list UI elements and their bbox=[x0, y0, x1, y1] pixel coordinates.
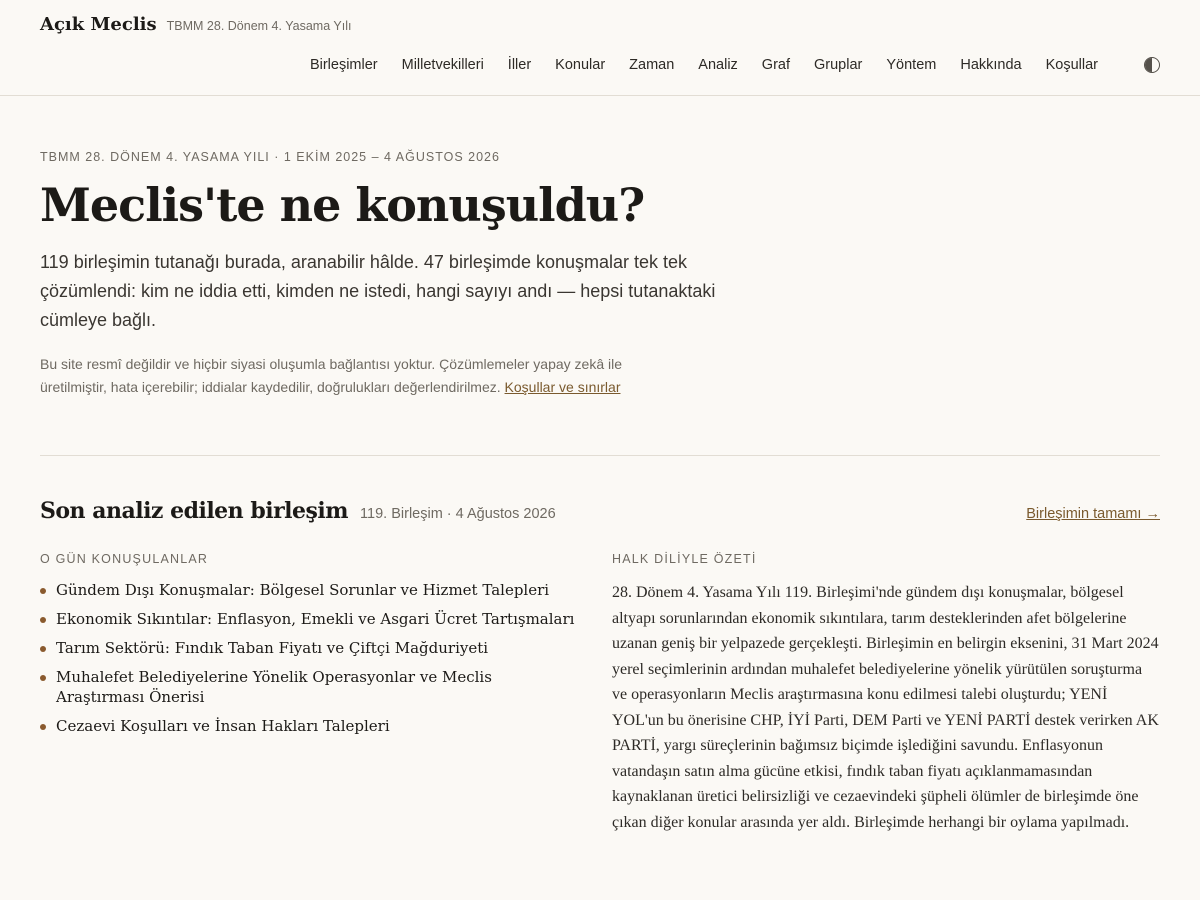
contrast-icon[interactable] bbox=[1144, 57, 1160, 73]
section-divider bbox=[40, 455, 1160, 456]
hero-lede: 119 birleşimin tutanağı burada, aranabilir hâlde. 47 birleşimde konuşmalar tek tek çözümlendi: kim ne iddia etti, kimden ne istedi, hangi sayıyı andı — hepsi tutanaktaki cümleye bağlı. bbox=[40, 252, 716, 330]
nav-item-graf[interactable]: Graf bbox=[761, 57, 790, 73]
disclaimer-text: Bu site resmî değildir ve hiçbir siyasi oluşumla bağlantısı yoktur. Çözümlemeler yapay zekâ ile üretilmiştir, hata içerebilir; iddialar kaydedilir, doğrulukları değerlendirilmez. bbox=[40, 356, 623, 395]
summary-column bbox=[612, 552, 1160, 835]
site-header bbox=[0, 0, 1200, 96]
brand-logo-link[interactable]: Açık Meclis bbox=[40, 14, 157, 35]
terms-link[interactable]: Koşullar ve sınırlar bbox=[504, 379, 621, 395]
nav-item-yontem[interactable]: Yöntem bbox=[886, 57, 937, 73]
nav-item-kosullar[interactable]: Koşullar bbox=[1045, 57, 1098, 73]
topic-item[interactable]: Ekonomik Sıkıntılar: Enflasyon, Emekli ve Asgari Ücret Tartışmaları bbox=[40, 609, 580, 629]
main-nav bbox=[286, 57, 1160, 73]
session-meta: 119. Birleşim · 4 Ağustos 2026 bbox=[360, 506, 556, 522]
section-title: Son analiz edilen birleşim bbox=[40, 498, 349, 524]
nav-item-milletvekilleri[interactable]: Milletvekilleri bbox=[401, 57, 484, 73]
topic-item[interactable]: Tarım Sektörü: Fındık Taban Fiyatı ve Çiftçi Mağduriyeti bbox=[40, 638, 580, 658]
topic-item[interactable]: Cezaevi Koşulları ve İnsan Hakları Talepleri bbox=[40, 716, 580, 736]
hero bbox=[40, 150, 760, 399]
topic-item[interactable]: Gündem Dışı Konuşmalar: Bölgesel Sorunlar ve Hizmet Talepleri bbox=[40, 580, 580, 600]
nav-item-birlesimler[interactable]: Birleşimler bbox=[309, 57, 378, 73]
topics-list bbox=[40, 580, 580, 736]
nav-item-gruplar[interactable]: Gruplar bbox=[814, 57, 863, 73]
brand-subtitle: TBMM 28. Dönem 4. Yasama Yılı bbox=[166, 19, 352, 33]
topic-item[interactable]: Muhalefet Belediyelerine Yönelik Operasyonlar ve Meclis Araştırması Önerisi bbox=[40, 667, 580, 707]
disclaimer bbox=[40, 353, 640, 399]
summary-label: HALK DİLİYLE ÖZETİ bbox=[612, 552, 757, 566]
topics-column bbox=[40, 552, 580, 745]
hero-eyebrow: TBMM 28. DÖNEM 4. YASAMA YILI · 1 EKİM 2025 – 4 AĞUSTOS 2026 bbox=[40, 150, 500, 164]
nav-item-konular[interactable]: Konular bbox=[555, 57, 606, 73]
nav-item-hakkinda[interactable]: Hakkında bbox=[960, 57, 1022, 73]
plain-summary: 28. Dönem 4. Yasama Yılı 119. Birleşimi'nde gündem dışı konuşmalar, bölgesel altyapı sorunlarından ekonomik sıkıntılara, tarım desteklerinden afet bölgelerine uzanan geniş bir yelpazede gerçekleşti. Birleşimin en belirgin eksenini, 31 Mart 2024 yerel seçimlerinin ardından muhalefet belediyelerine yönelik yürütülen soruşturma ve operasyonların Meclis araştırmasına konu edilmesi talebi oluşturdu; YENİ YOL'un bu önerisine CHP, İYİ Parti, DEM Parti ve YENİ PARTİ destek verirken AK PARTİ, yargı süreçlerinin bağımsız biçimde işlediğini savundu. Enflasyonun vatandaşın satın alma gücüne etkisi, fındık taban fiyatı açıklanmamasından kaynaklanan üretici belirsizliği ve cezaevindeki şüpheli ölümler de birleşimde öne çıkan diğer konular arasında yer aldı. Birleşimde herhangi bir oylama yapılmadı. bbox=[612, 584, 1159, 831]
page-title: Meclis'te ne konuşuldu? bbox=[40, 178, 645, 232]
brand bbox=[40, 14, 351, 35]
nav-item-zaman[interactable]: Zaman bbox=[629, 57, 675, 73]
nav-item-analiz[interactable]: Analiz bbox=[698, 57, 738, 73]
nav-item-iller[interactable]: İller bbox=[507, 57, 532, 73]
topics-label: O GÜN KONUŞULANLAR bbox=[40, 552, 209, 566]
full-session-link[interactable]: Birleşimin tamamı → bbox=[1026, 506, 1160, 522]
latest-session-header bbox=[40, 498, 1160, 524]
